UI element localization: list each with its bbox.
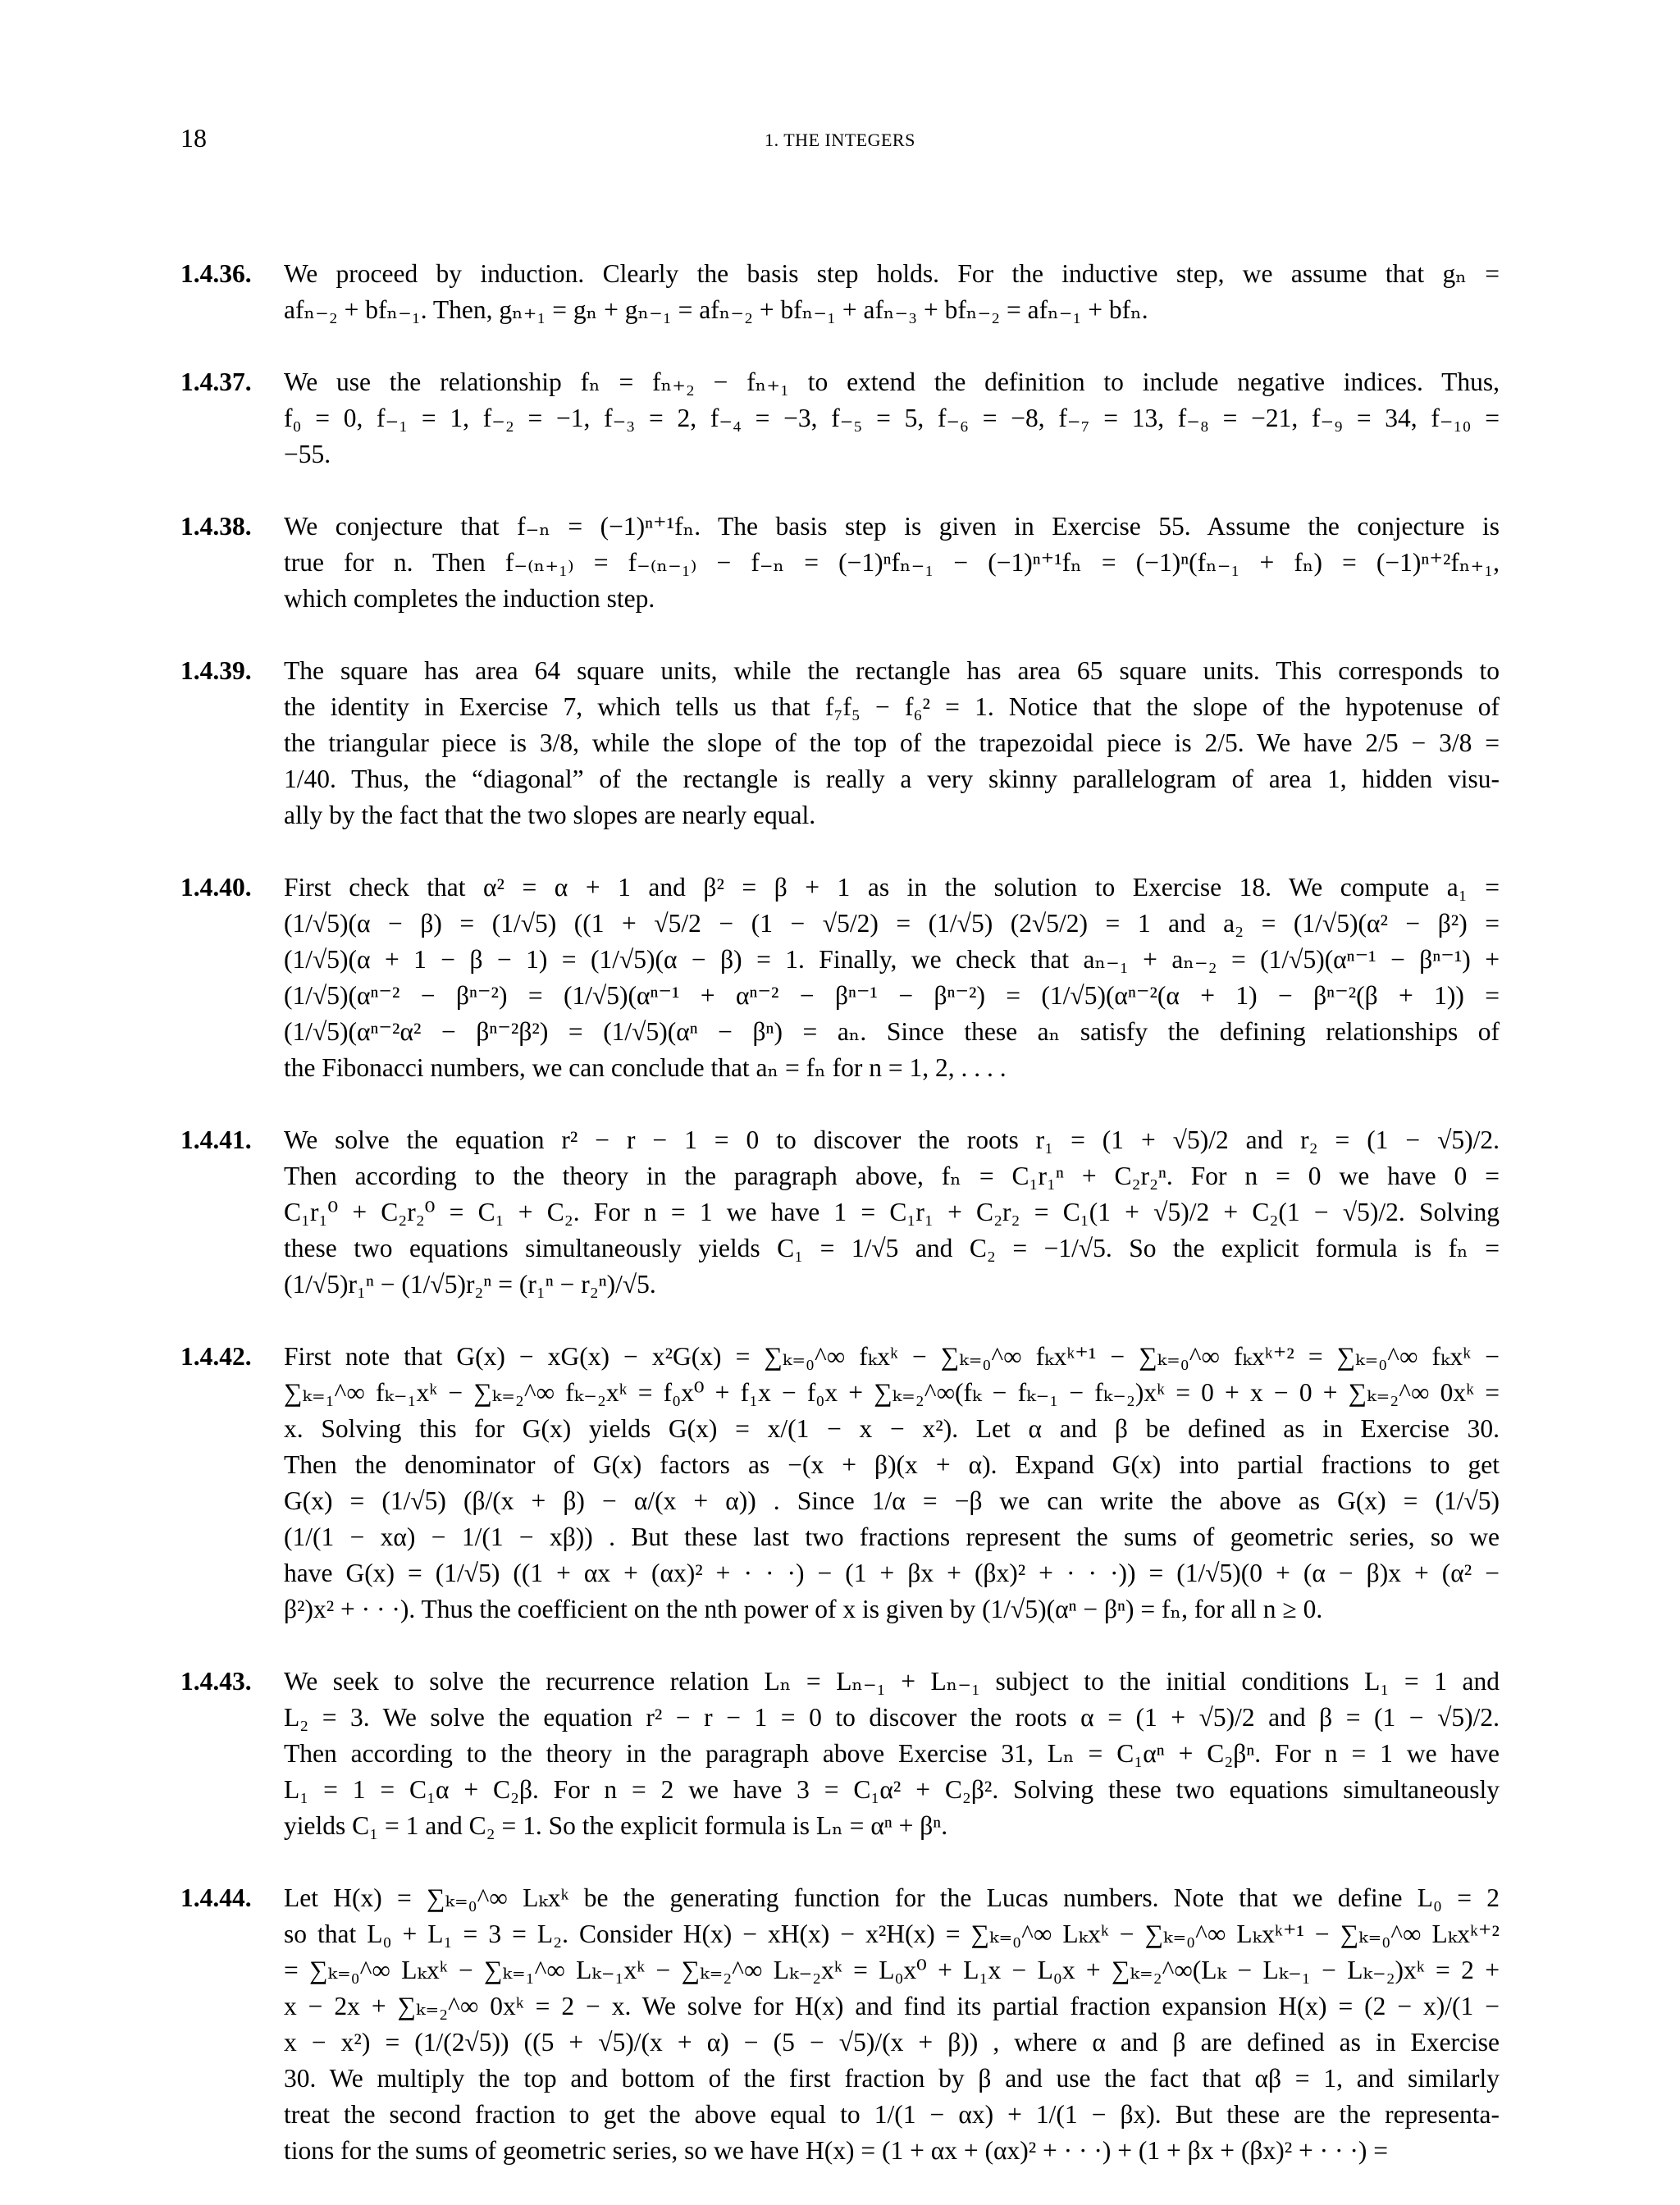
text-line: (1/√5)(αⁿ⁻² − βⁿ⁻²) = (1/√5)(αⁿ⁻¹ + αⁿ⁻² − βⁿ⁻¹ − βⁿ⁻²) = (1/√5)(αⁿ⁻²(α + 1) − βⁿ⁻²(β + 1)) =: [284, 981, 1500, 1010]
exercise-number: 1.4.40.: [180, 873, 252, 902]
text-line: true for n. Then f₋₍ₙ₊₁₎ = f₋₍ₙ₋₁₎ − f₋ₙ = (−1)ⁿfₙ₋₁ − (−1)ⁿ⁺¹fₙ = (−1)ⁿ(fₙ₋₁ + fₙ) = (−1)ⁿ⁺²fₙ₊₁,: [284, 548, 1500, 577]
text-line: β²)x² + · · ·). Thus the coefficient on the nth power of x is given by (1/√5)(αⁿ − βⁿ) = fₙ, for all n ≥ 0.: [284, 1595, 1323, 1623]
text-line: We seek to solve the recurrence relation Lₙ = Lₙ₋₁ + Lₙ₋₁ subject to the initial conditions L₁ = 1 and: [284, 1667, 1500, 1696]
exercise-text: [284, 870, 1500, 1086]
exercise-text: [284, 1122, 1500, 1303]
text-line: L₂ = 3. We solve the equation r² − r − 1 = 0 to discover the roots α = (1 + √5)/2 and β = (1 − √5)/2.: [284, 1703, 1500, 1732]
text-line: the identity in Exercise 7, which tells us that f₇f₅ − f₆² = 1. Notice that the slope of the hypotenuse of: [284, 692, 1500, 721]
exercise-solution: [180, 653, 1500, 833]
exercise-solution: [180, 1880, 1500, 2169]
exercise-text: [284, 1880, 1500, 2169]
exercise-solution: [180, 870, 1500, 1086]
exercise-row: [180, 509, 1500, 617]
exercise-number: 1.4.38.: [180, 512, 252, 541]
text-line: x − x²) = (1/(2√5)) ((5 + √5)/(x + α) − (5 − √5)/(x + β)) , where α and β are defined as in Exercise: [284, 2028, 1500, 2057]
exercise-solution: [180, 256, 1500, 328]
solutions-body: [180, 256, 1500, 2205]
exercise-row: [180, 1880, 1500, 2169]
text-line: = ∑ₖ₌₀^∞ Lₖxᵏ − ∑ₖ₌₁^∞ Lₖ₋₁xᵏ − ∑ₖ₌₂^∞ Lₖ₋₂xᵏ = L₀x⁰ + L₁x − L₀x + ∑ₖ₌₂^∞(Lₖ − Lₖ₋₁ − Lₖ₋₂)xᵏ = 2 +: [284, 1956, 1500, 1984]
text-line: G(x) = (1/√5) (β/(x + β) − α/(x + α)) . Since 1/α = −β we can write the above as G(x) = (1/√5): [284, 1486, 1500, 1515]
exercise-text: [284, 1664, 1500, 1844]
text-line: L₁ = 1 = C₁α + C₂β. For n = 2 we have 3 = C₁α² + C₂β². Solving these two equations simultaneously: [284, 1775, 1500, 1804]
exercise-solution: [180, 1339, 1500, 1628]
exercise-solution: [180, 509, 1500, 617]
text-line: Let H(x) = ∑ₖ₌₀^∞ Lₖxᵏ be the generating function for the Lucas numbers. Note that we define L₀ = 2: [284, 1883, 1500, 1912]
text-line: Then the denominator of G(x) factors as −(x + β)(x + α). Expand G(x) into partial fractions to get: [284, 1450, 1500, 1479]
text-line: (1/(1 − xα) − 1/(1 − xβ)) . But these last two fractions represent the sums of geometric series, so we: [284, 1522, 1500, 1551]
text-line: We use the relationship fₙ = fₙ₊₂ − fₙ₊₁ to extend the definition to include negative indices. Thus,: [284, 368, 1500, 396]
text-line: We proceed by induction. Clearly the basis step holds. For the inductive step, we assume that gₙ =: [284, 259, 1500, 288]
text-line: Then according to the theory in the paragraph above Exercise 31, Lₙ = C₁αⁿ + C₂βⁿ. For n = 1 we have: [284, 1739, 1500, 1768]
text-line: The square has area 64 square units, while the rectangle has area 65 square units. This corresponds to: [284, 656, 1500, 685]
text-line: afₙ₋₂ + bfₙ₋₁. Then, gₙ₊₁ = gₙ + gₙ₋₁ = afₙ₋₂ + bfₙ₋₁ + afₙ₋₃ + bfₙ₋₂ = afₙ₋₁ + bfₙ.: [284, 295, 1148, 324]
text-line: First note that G(x) − xG(x) − x²G(x) = ∑ₖ₌₀^∞ fₖxᵏ − ∑ₖ₌₀^∞ fₖxᵏ⁺¹ − ∑ₖ₌₀^∞ fₖxᵏ⁺² = ∑ₖ₌₀^∞ fₖxᵏ −: [284, 1342, 1500, 1371]
exercise-text: [284, 256, 1500, 328]
text-line: ∑ₖ₌₁^∞ fₖ₋₁xᵏ − ∑ₖ₌₂^∞ fₖ₋₂xᵏ = f₀x⁰ + f₁x − f₀x + ∑ₖ₌₂^∞(fₖ − fₖ₋₁ − fₖ₋₂)xᵏ = 0 + x − 0 + ∑ₖ₌₂^∞ 0xᵏ =: [284, 1378, 1500, 1407]
text-line: −55.: [284, 440, 331, 468]
text-line: the Fibonacci numbers, we can conclude that aₙ = fₙ for n = 1, 2, . . . .: [284, 1053, 1007, 1082]
running-head: 1. THE INTEGERS: [765, 130, 915, 150]
text-line: (1/√5)r₁ⁿ − (1/√5)r₂ⁿ = (r₁ⁿ − r₂ⁿ)/√5.: [284, 1270, 656, 1299]
exercise-row: [180, 653, 1500, 833]
text-line: x − 2x + ∑ₖ₌₂^∞ 0xᵏ = 2 − x. We solve for H(x) and find its partial fraction expansion H(x) = (2 − x)/(1 −: [284, 1992, 1500, 2020]
exercise-number: 1.4.37.: [180, 368, 252, 396]
text-line: C₁r₁⁰ + C₂r₂⁰ = C₁ + C₂. For n = 1 we have 1 = C₁r₁ + C₂r₂ = C₁(1 + √5)/2 + C₂(1 − √5)/2. Solving: [284, 1198, 1500, 1226]
exercise-row: [180, 870, 1500, 1086]
exercise-solution: [180, 1122, 1500, 1303]
exercise-text: [284, 364, 1500, 472]
text-line: (1/√5)(αⁿ⁻²α² − βⁿ⁻²β²) = (1/√5)(αⁿ − βⁿ) = aₙ. Since these aₙ satisfy the defining relationships of: [284, 1017, 1500, 1046]
exercise-number: 1.4.42.: [180, 1342, 252, 1371]
exercise-number: 1.4.36.: [180, 259, 252, 288]
exercise-number: 1.4.44.: [180, 1883, 252, 1912]
text-line: which completes the induction step.: [284, 584, 655, 613]
text-line: (1/√5)(α + 1 − β − 1) = (1/√5)(α − β) = 1. Finally, we check that aₙ₋₁ + aₙ₋₂ = (1/√5)(αⁿ⁻¹ − βⁿ⁻¹) +: [284, 945, 1500, 974]
text-line: 1/40. Thus, the “diagonal” of the rectangle is really a very skinny parallelogram of area 1, hidden visu-: [284, 765, 1500, 793]
page-header: [180, 123, 1500, 159]
exercise-row: [180, 1122, 1500, 1303]
exercise-solution: [180, 364, 1500, 472]
text-line: We conjecture that f₋ₙ = (−1)ⁿ⁺¹fₙ. The basis step is given in Exercise 55. Assume the conjecture is: [284, 512, 1500, 541]
text-line: these two equations simultaneously yields C₁ = 1/√5 and C₂ = −1/√5. So the explicit formula is fₙ =: [284, 1234, 1500, 1262]
text-line: treat the second fraction to get the above equal to 1/(1 − αx) + 1/(1 − βx). But these are the representa-: [284, 2100, 1500, 2129]
text-line: 30. We multiply the top and bottom of the first fraction by β and use the fact that αβ = 1, and similarly: [284, 2064, 1500, 2093]
text-line: f₀ = 0, f₋₁ = 1, f₋₂ = −1, f₋₃ = 2, f₋₄ = −3, f₋₅ = 5, f₋₆ = −8, f₋₇ = 13, f₋₈ = −21, f₋₉ = 34, f₋₁₀ =: [284, 404, 1500, 432]
exercise-number: 1.4.41.: [180, 1125, 252, 1154]
exercise-number: 1.4.43.: [180, 1667, 252, 1696]
exercise-solution: [180, 1664, 1500, 1844]
text-line: the triangular piece is 3/8, while the slope of the top of the trapezoidal piece is 2/5. We have 2/5 − 3/8 =: [284, 728, 1500, 757]
text-line: (1/√5)(α − β) = (1/√5) ((1 + √5/2 − (1 − √5/2) = (1/√5) (2√5/2) = 1 and a₂ = (1/√5)(α² − β²) =: [284, 909, 1500, 938]
text-line: have G(x) = (1/√5) ((1 + αx + (αx)² + · · ·) − (1 + βx + (βx)² + · · ·)) = (1/√5)(0 + (α − β)x + (α² −: [284, 1559, 1500, 1587]
exercise-text: [284, 509, 1500, 617]
page-number: 18: [180, 123, 207, 153]
exercise-number: 1.4.39.: [180, 656, 252, 685]
text-line: yields C₁ = 1 and C₂ = 1. So the explicit formula is Lₙ = αⁿ + βⁿ.: [284, 1811, 948, 1840]
exercise-text: [284, 653, 1500, 833]
text-line: tions for the sums of geometric series, so we have H(x) = (1 + αx + (αx)² + · · ·) + (1 + βx + (βx)² + · · ·) =: [284, 2136, 1389, 2165]
text-line: so that L₀ + L₁ = 3 = L₂. Consider H(x) − xH(x) − x²H(x) = ∑ₖ₌₀^∞ Lₖxᵏ − ∑ₖ₌₀^∞ Lₖxᵏ⁺¹ − ∑ₖ₌₀^∞ Lₖxᵏ⁺²: [284, 1920, 1500, 1948]
text-line: x. Solving this for G(x) yields G(x) = x/(1 − x − x²). Let α and β be defined as in Exercise 30.: [284, 1414, 1500, 1443]
exercise-row: [180, 1664, 1500, 1844]
text-line: ally by the fact that the two slopes are nearly equal.: [284, 801, 816, 829]
text-line: Then according to the theory in the paragraph above, fₙ = C₁r₁ⁿ + C₂r₂ⁿ. For n = 0 we have 0 =: [284, 1162, 1500, 1190]
text-line: First check that α² = α + 1 and β² = β + 1 as in the solution to Exercise 18. We compute a₁ =: [284, 873, 1500, 902]
exercise-text: [284, 1339, 1500, 1628]
text-line: We solve the equation r² − r − 1 = 0 to discover the roots r₁ = (1 + √5)/2 and r₂ = (1 − √5)/2.: [284, 1125, 1500, 1154]
exercise-row: [180, 1339, 1500, 1628]
exercise-row: [180, 364, 1500, 472]
exercise-row: [180, 256, 1500, 328]
